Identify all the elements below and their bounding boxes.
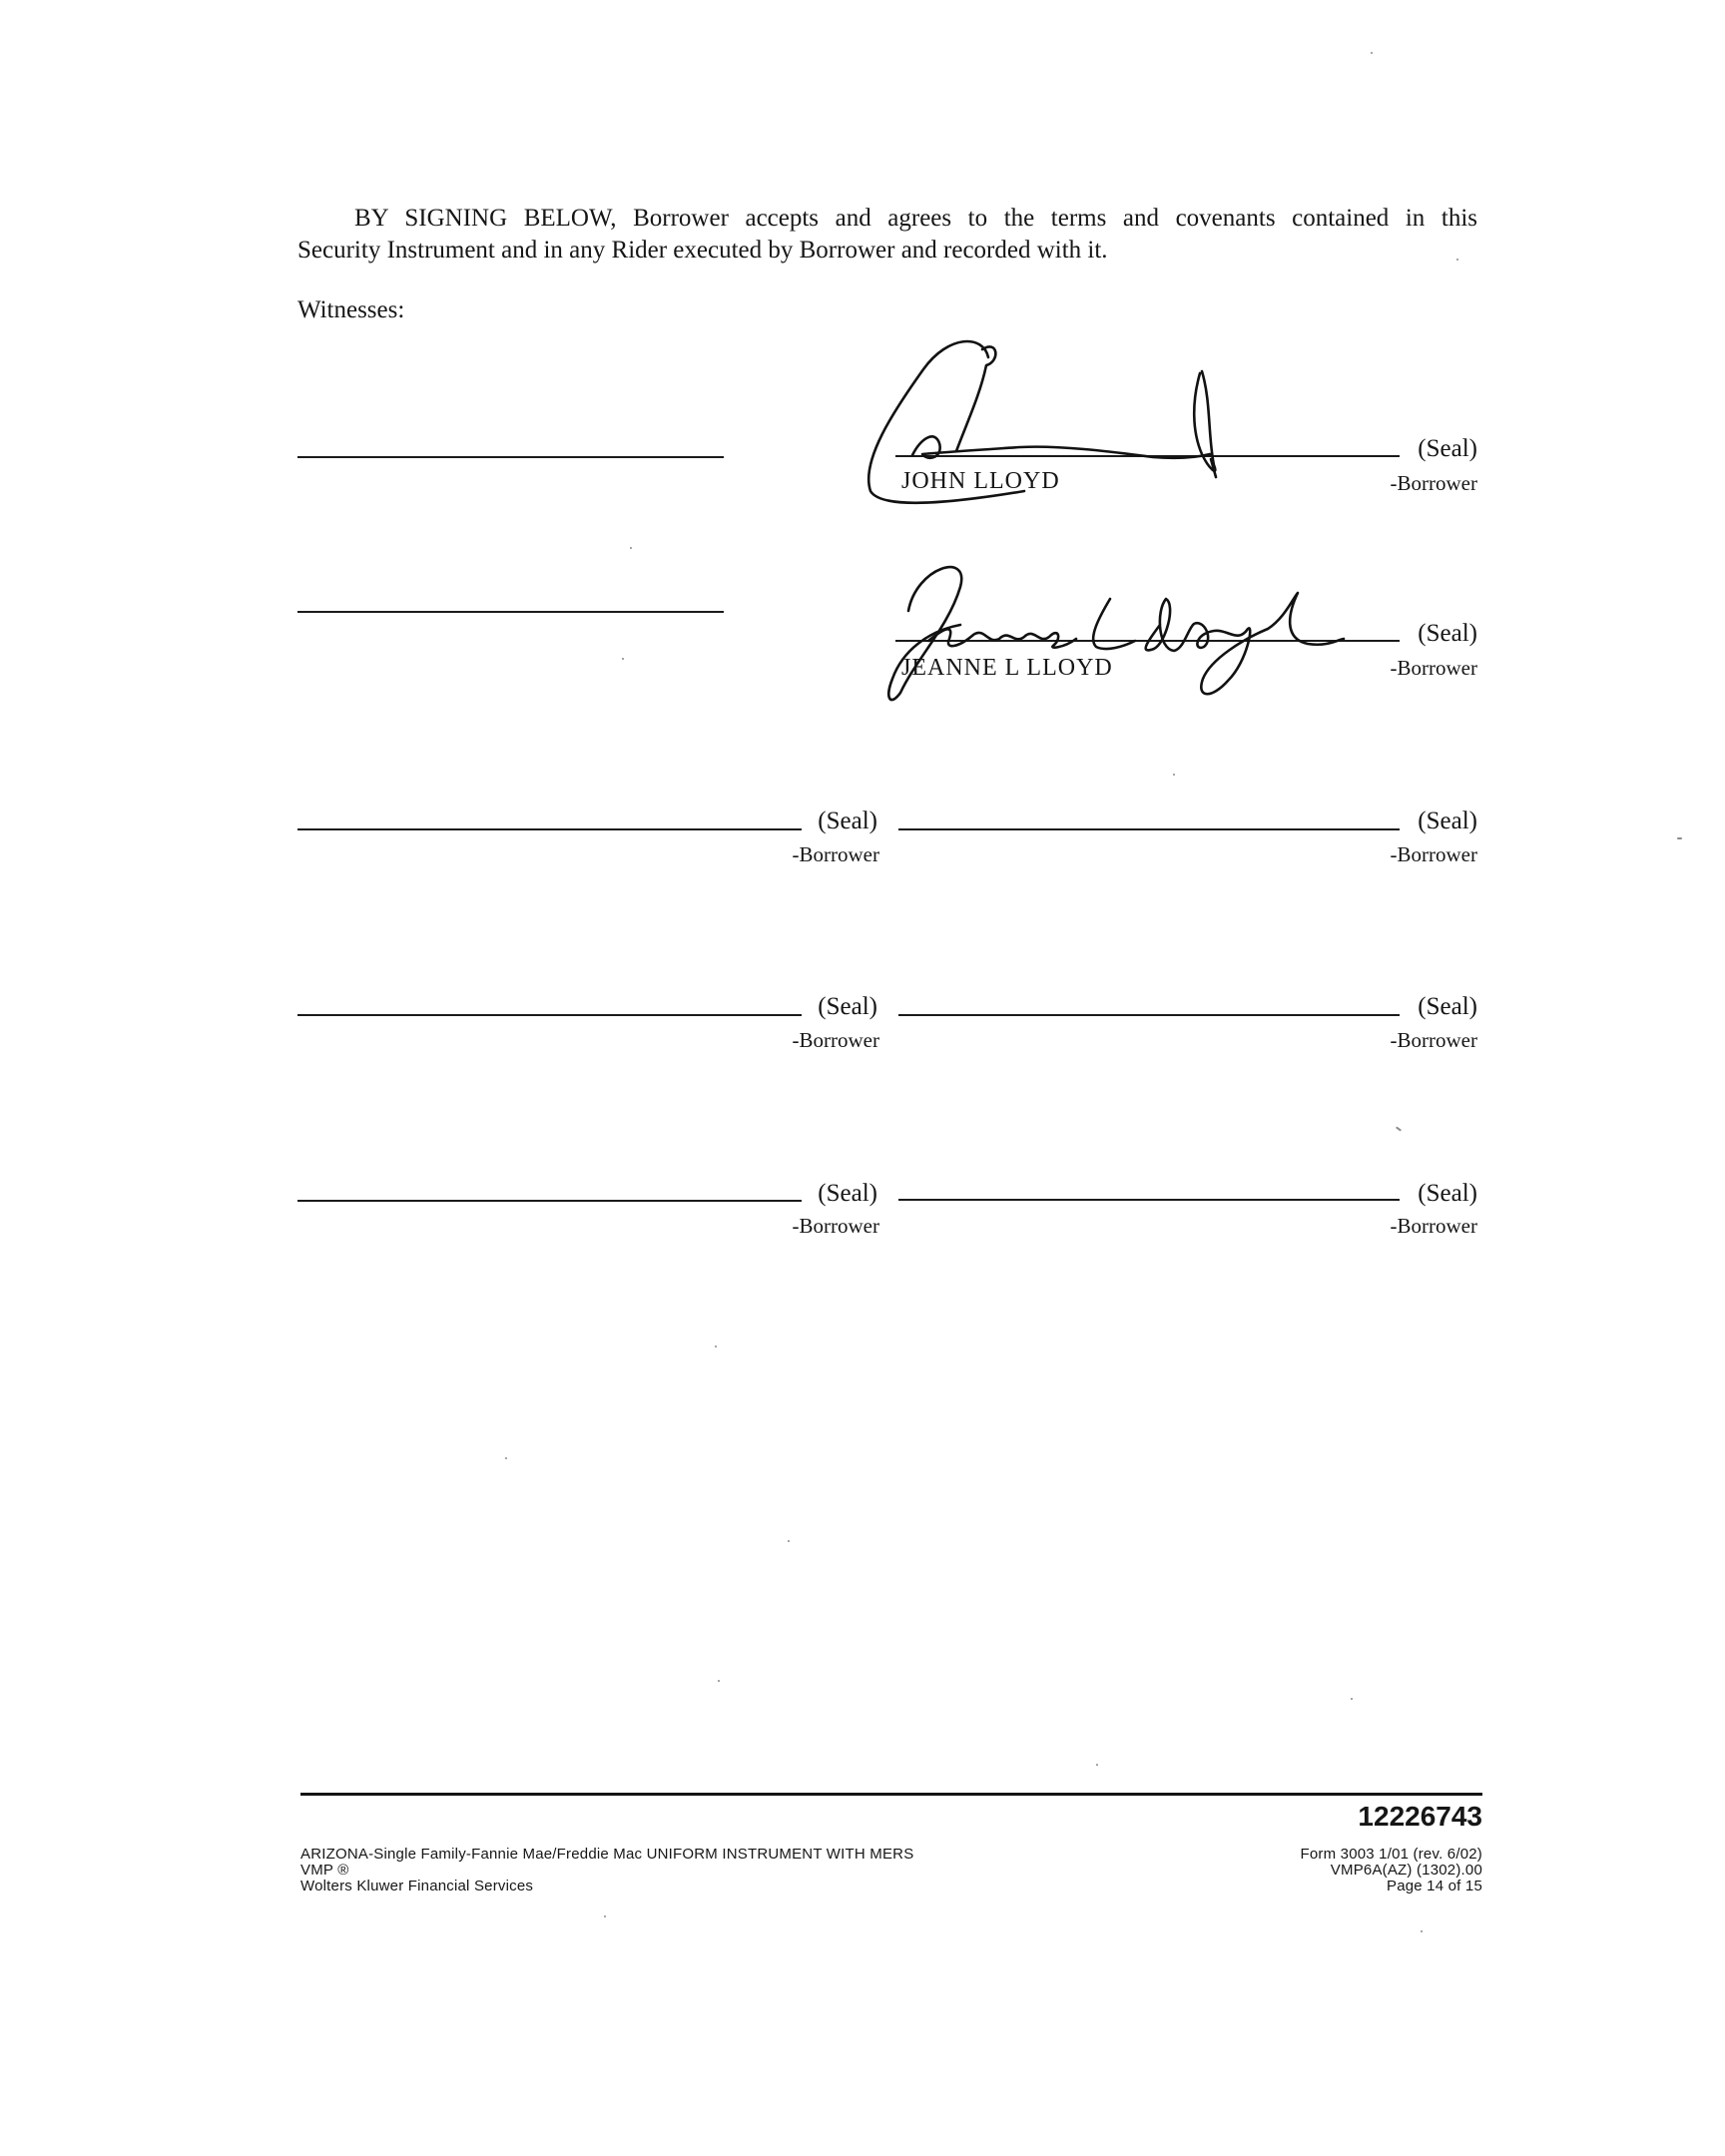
scan-speck <box>505 1457 507 1459</box>
footer-vmp-code: VMP6A(AZ) (1302).00 <box>1330 1862 1482 1879</box>
borrower-1-seal-label: (Seal) <box>1418 435 1477 462</box>
borrower-4-role-label: -Borrower <box>1390 842 1477 866</box>
borrower-6-signature-line <box>898 1014 1400 1016</box>
borrower-6-role-label: -Borrower <box>1390 1028 1477 1052</box>
scan-speck <box>1371 52 1373 54</box>
borrower-6-seal-label: (Seal) <box>1418 993 1477 1020</box>
borrower-8-role-label: -Borrower <box>1390 1214 1477 1238</box>
scan-speck <box>1677 837 1682 839</box>
scan-speck <box>604 1915 606 1917</box>
scan-speck <box>715 1346 717 1348</box>
loan-number: 12226743 <box>1358 1801 1482 1832</box>
signing-statement-line-1: BY SIGNING BELOW, Borrower accepts and agrees to the terms and covenants contained in this <box>354 205 1477 232</box>
borrower-5-signature-line <box>297 1014 802 1016</box>
scan-speck <box>630 547 632 549</box>
signing-statement-line-2: Security Instrument and in any Rider executed by Borrower and recorded with it. <box>297 237 1108 264</box>
scan-speck <box>622 658 624 660</box>
footer-rule <box>300 1793 1482 1796</box>
borrower-2-seal-label: (Seal) <box>1418 620 1477 647</box>
scan-speck <box>1351 1698 1353 1700</box>
scan-speck <box>1456 259 1458 261</box>
witnesses-label: Witnesses: <box>297 296 405 323</box>
borrower-3-seal-label: (Seal) <box>818 808 877 834</box>
borrower-2-role-label: -Borrower <box>1390 656 1477 680</box>
borrower-5-role-label: -Borrower <box>792 1028 879 1052</box>
footer-page-number: Page 14 of 15 <box>1386 1878 1482 1894</box>
borrower-8-seal-label: (Seal) <box>1418 1180 1477 1207</box>
borrower-4-seal-label: (Seal) <box>1418 808 1477 834</box>
borrower-3-role-label: -Borrower <box>792 842 879 866</box>
scan-speck <box>718 1680 720 1682</box>
scan-speck <box>788 1540 790 1542</box>
footer-vmp-mark: VMP ® <box>300 1862 349 1879</box>
borrower-8-signature-line <box>898 1199 1400 1201</box>
footer-form-number: Form 3003 1/01 (rev. 6/02) <box>1300 1846 1482 1863</box>
footer-publisher: Wolters Kluwer Financial Services <box>300 1878 534 1894</box>
footer-form-info <box>1300 1847 1482 1894</box>
borrower-5-seal-label: (Seal) <box>818 993 877 1020</box>
borrower-1-printed-name: JOHN LLOYD <box>901 468 1060 494</box>
footer-form-title: ARIZONA-Single Family-Fannie Mae/Freddie Mac UNIFORM INSTRUMENT WITH MERS <box>300 1846 914 1863</box>
borrower-3-signature-line <box>297 828 802 830</box>
borrower-2-printed-name: JEANNE L LLOYD <box>901 655 1113 681</box>
borrower-4-signature-line <box>898 828 1400 830</box>
borrower-7-seal-label: (Seal) <box>818 1180 877 1207</box>
borrower-7-role-label: -Borrower <box>792 1214 879 1238</box>
borrower-7-signature-line <box>297 1200 802 1202</box>
scan-speck <box>1173 774 1175 776</box>
footer-form-description <box>300 1847 913 1894</box>
borrower-1-role-label: -Borrower <box>1390 471 1477 495</box>
scan-speck <box>1421 1930 1423 1932</box>
scan-speck <box>1096 1764 1098 1766</box>
